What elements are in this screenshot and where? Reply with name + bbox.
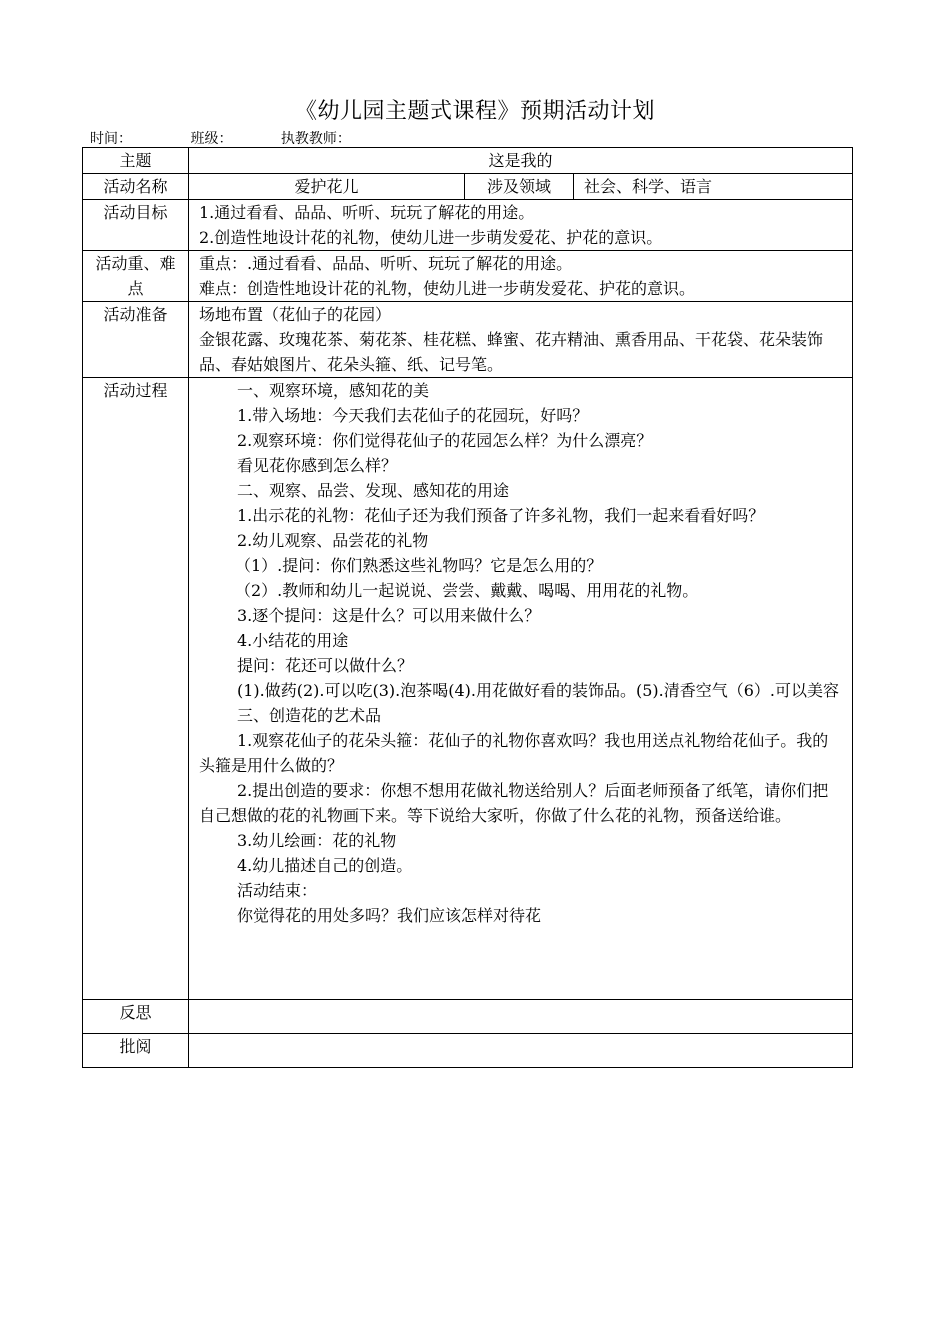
process-content: [189, 378, 853, 1000]
prep-venue: 场地布置（花仙子的花园）: [199, 305, 392, 324]
reflection-label: 反思: [83, 1000, 189, 1034]
key-point: 重点：.通过看看、品品、听听、玩玩了解花的用途。: [199, 254, 573, 273]
process-end-text: 你觉得花的用处多吗？我们应该怎样对待花: [237, 906, 542, 925]
theme-label: 主题: [83, 148, 189, 174]
activity-name-label: 活动名称: [83, 174, 189, 200]
goal-item: 2.创造性地设计花的礼物，使幼儿进一步萌发爱花、护花的意识。: [199, 228, 663, 247]
review-content: [189, 1034, 853, 1068]
process-step: 2.观察环境：你们觉得花仙子的花园怎么样？为什么漂亮？: [237, 431, 653, 450]
goal-label: 活动目标: [83, 200, 189, 251]
time-label: 时间：: [90, 131, 132, 147]
process-step: 4.小结花的用途: [237, 631, 349, 650]
row-theme: [83, 148, 853, 174]
reflection-content: [189, 1000, 853, 1034]
header-meta: [90, 128, 351, 148]
prep-label: 活动准备: [83, 302, 189, 378]
row-preparation: [83, 302, 853, 378]
row-review: [83, 1034, 853, 1068]
activity-name-value: 爱护花儿: [189, 174, 465, 200]
review-label: 批阅: [83, 1034, 189, 1068]
row-reflection: [83, 1000, 853, 1034]
process-step: 4.幼儿描述自己的创造。: [237, 856, 413, 875]
row-activity-name: [83, 174, 853, 200]
process-substep: （2）.教师和幼儿一起说说、尝尝、戴戴、喝喝、用用花的礼物。: [235, 581, 699, 600]
key-label: 活动重、难点: [83, 251, 189, 302]
prep-content: [189, 302, 853, 378]
process-step: 1.带入场地：今天我们去花仙子的花园玩，好吗？: [237, 406, 589, 425]
prep-materials: 金银花露、玫瑰花茶、菊花茶、桂花糕、蜂蜜、花卉精油、熏香用品、干花袋、花朵装饰品、春姑娘图片、花朵头箍、纸、记号笔。: [199, 330, 824, 374]
process-step: 3.逐个提问：这是什么？可以用来做什么？: [237, 606, 541, 625]
process-step: (1).做药(2).可以吃(3).泡茶喝(4).用花做好看的装饰品。(5).清香空气（6）.可以美容: [237, 681, 840, 700]
row-goals: [83, 200, 853, 251]
process-step: 2.提出创造的要求：你想不想用花做礼物送给别人？后面老师预备了纸笔，请你们把自己想做的花的礼物画下来。等下说给大家听，你做了什么花的礼物，预备送给谁。: [199, 781, 829, 825]
teacher-label: 执教教师：: [280, 131, 351, 147]
process-step: 提问：花还可以做什么？: [237, 656, 414, 675]
process-step: 1.出示花的礼物：花仙子还为我们预备了许多礼物，我们一起来看看好吗？: [237, 506, 765, 525]
process-step: 看见花你感到怎么样？: [237, 456, 398, 475]
key-point: 难点：创造性地设计花的礼物，使幼儿进一步萌发爱花、护花的意识。: [199, 279, 696, 298]
process-section-3: 三、创造花的艺术品: [237, 706, 382, 725]
process-step: 2.幼儿观察、品尝花的礼物: [237, 531, 429, 550]
row-key-points: [83, 251, 853, 302]
key-content: [189, 251, 853, 302]
row-process: [83, 378, 853, 1000]
domain-value: 社会、科学、语言: [574, 174, 853, 200]
goal-item: 1.通过看看、品品、听听、玩玩了解花的用途。: [199, 203, 535, 222]
goal-content: [189, 200, 853, 251]
process-step: 1.观察花仙子的花朵头箍：花仙子的礼物你喜欢吗？我也用送点礼物给花仙子。我的头箍是用什么做的？: [199, 731, 829, 775]
process-step: 3.幼儿绘画：花的礼物: [237, 831, 397, 850]
process-substep: （1）.提问：你们熟悉这些礼物吗？它是怎么用的？: [235, 556, 603, 575]
process-label: 活动过程: [83, 378, 189, 1000]
theme-value: 这是我的: [189, 148, 853, 174]
process-section-2: 二、观察、品尝、发现、感知花的用途: [237, 481, 510, 500]
document-title: 《幼儿园主题式课程》预期活动计划: [294, 99, 655, 124]
process-section-1: 一、观察环境，感知花的美: [237, 381, 430, 400]
process-end-label: 活动结束：: [237, 881, 318, 900]
class-label: 班级：: [190, 131, 233, 147]
domain-label: 涉及领域: [465, 174, 574, 200]
activity-plan-table: [82, 147, 853, 1068]
